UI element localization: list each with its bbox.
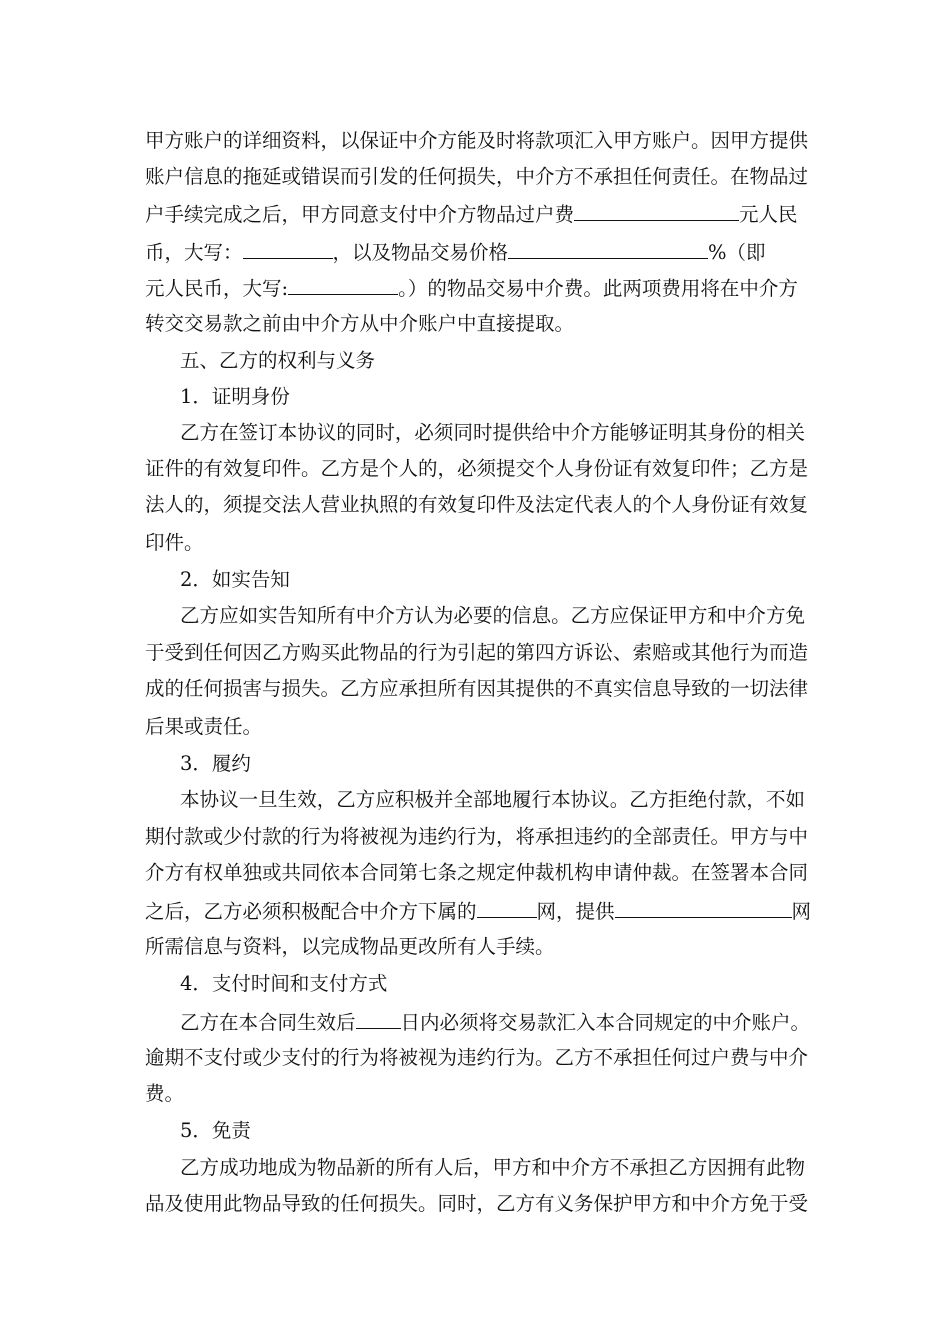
paragraph-line: 期付款或少付款的行为将被视为违约行为，将承担违约的全部责任。甲方与中 bbox=[145, 825, 809, 848]
fill-blank[interactable] bbox=[243, 238, 333, 259]
paragraph-line bbox=[145, 238, 805, 266]
paragraph-line: 介方有权单独或共同依本合同第七条之规定仲裁机构申请仲裁。在签署本合同 bbox=[145, 861, 809, 884]
fill-blank[interactable] bbox=[288, 274, 398, 295]
text-segment: 。）的物品交易中介费。此两项费用将在中介方 bbox=[398, 277, 798, 300]
text-segment: 币，大写： bbox=[145, 241, 243, 264]
fill-blank[interactable] bbox=[615, 897, 792, 918]
paragraph-line: 所需信息与资料，以完成物品更改所有人手续。 bbox=[145, 935, 555, 958]
paragraph-line: 乙方应如实告知所有中介方认为必要的信息。乙方应保证甲方和中介方免 bbox=[180, 604, 805, 627]
item-title: 2．如实告知 bbox=[180, 568, 290, 591]
text-segment: 日内必须将交易款汇入本合同规定的中介账户。 bbox=[400, 1011, 811, 1034]
item-title: 4．支付时间和支付方式 bbox=[180, 972, 388, 995]
fill-blank[interactable] bbox=[477, 897, 537, 918]
text-segment: ，以及物品交易价格 bbox=[332, 241, 509, 264]
paragraph-line: 印件。 bbox=[145, 531, 204, 554]
paragraph-line: 逾期不支付或少支付的行为将被视为违约行为。乙方不承担任何过户费与中介 bbox=[145, 1046, 809, 1069]
item-title: 5．免责 bbox=[180, 1119, 251, 1142]
fill-blank[interactable] bbox=[574, 200, 739, 221]
paragraph-line: 甲方账户的详细资料，以保证中介方能及时将款项汇入甲方账户。因甲方提供 bbox=[145, 129, 809, 152]
paragraph-line: 转交交易款之前由中介方从中介账户中直接提取。 bbox=[145, 312, 575, 335]
text-segment: 户手续完成之后，甲方同意支付中介方物品过户费 bbox=[145, 203, 575, 226]
text-segment: %（即 bbox=[708, 241, 766, 264]
paragraph-line: 成的任何损害与损失。乙方应承担所有因其提供的不真实信息导致的一切法律 bbox=[145, 677, 809, 700]
fill-blank[interactable] bbox=[508, 238, 708, 259]
paragraph-line: 证件的有效复印件。乙方是个人的，必须提交个人身份证有效复印件；乙方是 bbox=[145, 457, 809, 480]
item-title: 1．证明身份 bbox=[180, 385, 290, 408]
paragraph-line: 于受到任何因乙方购买此物品的行为引起的第四方诉讼、索赔或其他行为而造 bbox=[145, 641, 809, 664]
paragraph-line bbox=[180, 1008, 811, 1036]
text-segment: 网，提供 bbox=[536, 900, 615, 923]
paragraph-line bbox=[145, 897, 812, 925]
item-title: 3．履约 bbox=[180, 752, 251, 775]
fill-blank[interactable] bbox=[356, 1008, 401, 1029]
paragraph-line: 本协议一旦生效，乙方应积极并全部地履行本协议。乙方拒绝付款，不如 bbox=[180, 788, 805, 811]
paragraph-line: 品及使用此物品导致的任何损失。同时，乙方有义务保护甲方和中介方免于受 bbox=[145, 1192, 809, 1215]
section-heading: 五、乙方的权利与义务 bbox=[180, 349, 376, 372]
text-segment: 乙方在本合同生效后 bbox=[180, 1011, 356, 1034]
text-segment: 元人民币，大写: bbox=[145, 277, 289, 300]
paragraph-line: 费。 bbox=[145, 1082, 185, 1105]
text-segment: 之后，乙方必须积极配合中介方下属的 bbox=[145, 900, 477, 923]
paragraph-line: 乙方成功地成为物品新的所有人后，甲方和中介方不承担乙方因拥有此物 bbox=[180, 1156, 805, 1179]
paragraph-line: 账户信息的拖延或错误而引发的任何损失，中介方不承担任何责任。在物品过 bbox=[145, 165, 809, 188]
paragraph-line bbox=[145, 274, 805, 302]
paragraph-line: 后果或责任。 bbox=[145, 715, 263, 738]
paragraph-line: 法人的，须提交法人营业执照的有效复印件及法定代表人的个人身份证有效复 bbox=[145, 493, 809, 516]
paragraph-line: 乙方在签订本协议的同时，必须同时提供给中介方能够证明其身份的相关 bbox=[180, 421, 805, 444]
text-segment: 元人民 bbox=[739, 203, 798, 226]
text-segment: 网 bbox=[791, 900, 812, 923]
paragraph-line bbox=[145, 200, 805, 228]
